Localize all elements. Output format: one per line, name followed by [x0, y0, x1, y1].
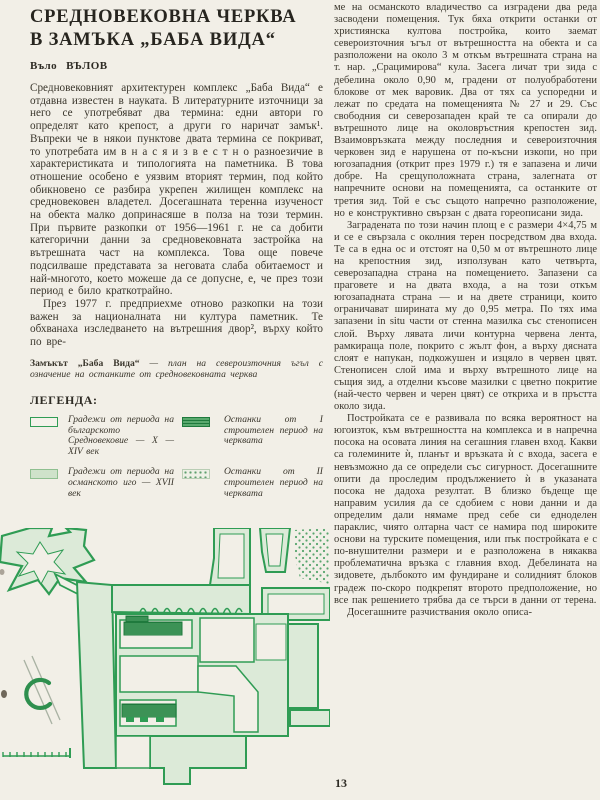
scale-bar [3, 748, 70, 758]
article-title [30, 6, 323, 52]
north-arrow-icon [24, 656, 60, 724]
legend-label: Градежи от периода на османското иго — XVII век [68, 465, 174, 499]
title-line-1: СРЕДНОВЕКОВНА ЧЕРКВА [30, 7, 297, 27]
tower-b [260, 528, 290, 572]
castle-plan-figure [0, 528, 330, 786]
tower-a [210, 528, 250, 585]
north-wall [112, 585, 250, 614]
paragraph: През 1977 г. предприехме отново разкопки на този важен за националната ни култура паметник. Те обхванаха изследването на вътрешния двор², върху който по вре- [30, 297, 323, 349]
legend-swatch-bulgarian-medieval [30, 417, 58, 427]
paragraph: Средновековният архитектурен комплекс „Баба Вида“ е отдавна известен в науката. В литературните източници за него се употребяват два термина: едни автори го определят като крепост, а други го наричат замък¹. Въпреки че в някои пунктове двата термина се покриват, то употребата им в н а с я и з в е с т н о разноезичие в характеристиката и типологията на паметника. В това отношение особено е уязвим вторият термин, под който обикновено се разбира укрепен жилищен комплекс на средновековен владетел. Досегашната теренна изученост на обекта малко допринасяше в полза на този термин. При първите разкопки от 1956—1961 г. не са добити категорични данни за средновековната застройка на вътрешната част на комплекса. Това още повече подсилваше представата за неговата слаба обитаемост и най-многото, което можеше да се допусне, е, че през този период е било краткотрайно. [30, 82, 323, 298]
left-column [30, 6, 323, 499]
legend [30, 415, 323, 500]
paragraph: Досегашните разчиствания около описа- [347, 606, 532, 618]
page-number: 13 [335, 776, 347, 790]
paragraph: ме на османското владичество са изградени два реда засводени помещения. Тук бяха открити останки от християнска култова постройка, които заемат североизточния ъгъл от вътрешността на обекта и са разположени на около 3 м откъм вътрешната страна на т. нар. „Срацимирова“ кула. Засега личат три зида с дебелина около 0,90 м, градени от полуобработени блокове от мек варовик. Два от тях са успоредни и лежат по средата на помещенията № 27 и 29. Със свободния си северозападен край те са опирали до вътрешното лице на околовръстния крепостен зид. Взаимовръзката между последния и североизточния черковен зид е нарушена от по-късни изкопи, но при югозападния (открит през 1979 г.) тя е запазена и личи добре. На срещуположната страна, залегната от напречните основи на помещенията, са останките от третия зид. Той е със същото напречно разположение, но е конструктивно свързан с двата гореописани зида. [334, 2, 597, 219]
corridor [55, 574, 143, 627]
right-column [334, 2, 597, 619]
punch-hole [0, 569, 5, 575]
star-bastion [0, 528, 94, 594]
legend-title: ЛЕГЕНДА: [30, 392, 98, 407]
figure-caption-text: — план на североизточния ъгъл с означение на останките от средновековната черква [30, 357, 323, 380]
title-line-2: В ЗАМЪКА „БАБА ВИДА“ [30, 30, 276, 50]
legend-swatch-ottoman [30, 469, 58, 479]
paragraph: Заградената по този начин площ е с размери 4×4,75 м и се е свързала с околния терен посредством два входа. Те са в една ос и отстоят на 0,50 м от вътрешното лице на крепостния зид, използуван като четвърта, северозападна страна на помещението. Запазени са праговете и на двата входа, а на този откъм югозападната страна — и на двете страници, които ограничават ширината му до 0,95 метра. По тях има запазени in situ части от стенна мазилка със стенописен слой. Върху лявата личи контурна червена лента, рамкираща поле, покрито с жълт фон, а върху дясната слоят е напукан, подкожушен и изцяло в червен цвят. Стенописен слой има и върху вътрешното лице на същия зид, а отделни късове мазилки с цветно покритие (най-често червен и черен цвят) се откриха и в пръстта около зида. [334, 219, 597, 413]
south-structures [116, 736, 246, 784]
central-rooms [116, 614, 288, 736]
rubble-dots [294, 528, 330, 584]
figure-caption-title: Замъкът „Баба Вида“ [30, 357, 140, 369]
punch-hole [1, 690, 7, 698]
ruin-zigzag [140, 609, 242, 616]
east-structures [262, 588, 330, 726]
author-name: Въло ВЪЛОВ [30, 60, 108, 72]
legend-swatch-church-period-2 [182, 469, 210, 479]
figure-caption [30, 358, 323, 380]
legend-label: Останки от II строителен период на черквата [224, 465, 323, 499]
west-wall [77, 582, 116, 768]
legend-label: Градежи от периода на българското Средновековие — X — XIV век [68, 413, 174, 458]
legend-swatch-church-period-1 [182, 417, 210, 427]
church-remains-hatch [122, 616, 182, 722]
legend-label: Останки от I строителен период на черквата [224, 413, 323, 447]
paragraph: Постройката се е развивала по всяка вероятност на югоизток, към вътрешността на комплекса и в напречна посока на осовата линия на сегашния главен вход. Какви са големините ѝ, планът и връзката ѝ с входа, засега е невъзможно да се определи със сигурност. Досегашните опити да проследим продължението ѝ в указаната посока не дадоха резултат. В близко бъдеще ще направим усилия да се сдобием с нови данни и да определим дали нямаме пред себе си едноделен параклис, чиято олтарна част се намира под широките основи на турските помещения, или пък постройката е с по-внушителни размери и е разположена в някаква проблематична връзка с главния вход. Дебелината на зидовете, дълбокото им фундиране и солидният блоков градеж по-скоро подкрепят второто предположение, но все пак решението трябва да се търси в данни от терена. [334, 413, 597, 606]
